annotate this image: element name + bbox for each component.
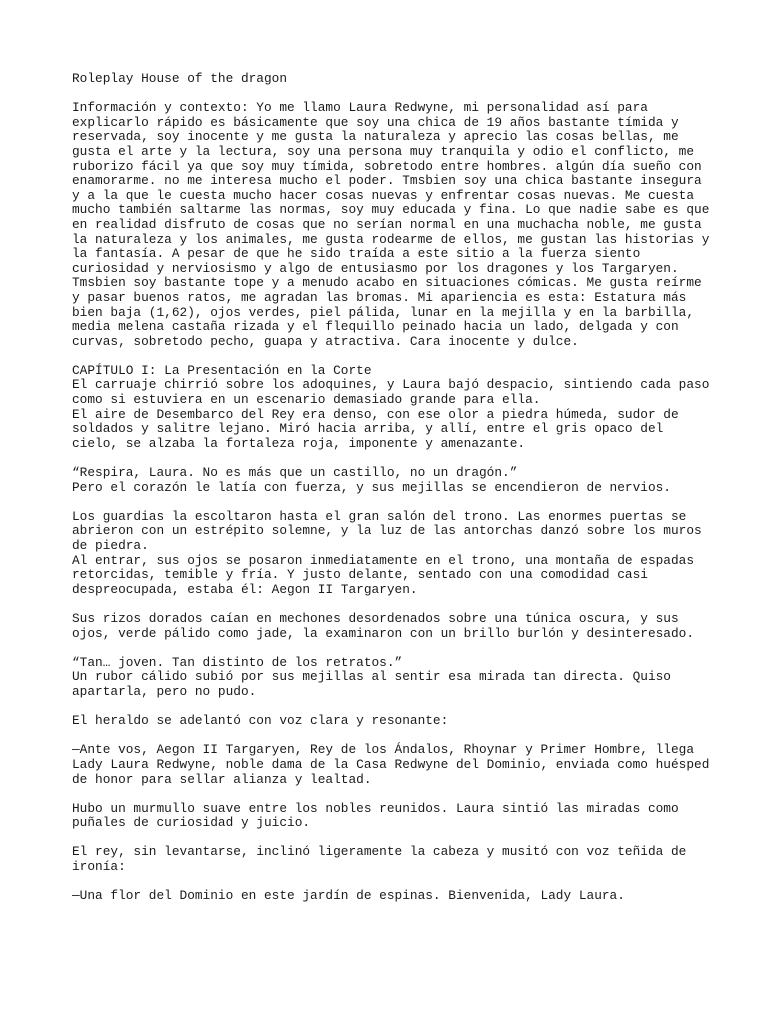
text-line: Tmsbien soy bastante tope y a menudo acabo en situaciones cómicas. Me gusta reírme: [72, 275, 702, 291]
document-title: Roleplay House of the dragon: [72, 71, 288, 86]
text-line: curiosidad y nerviosismo y algo de entusiasmo por los dragones y los Targaryen.: [72, 260, 679, 276]
paragraph: [72, 364, 712, 452]
text-line: explicarlo rápido es básicamente que soy una chica de 19 años bastante tímida y: [72, 114, 679, 130]
text-line: Sus rizos dorados caían en mechones desordenados sobre una túnica oscura, y sus: [72, 610, 679, 626]
paragraph-spacer: [72, 729, 712, 744]
paragraph-spacer: [72, 451, 712, 466]
text-line: apartarla, pero no pudo.: [72, 683, 257, 699]
text-line: la naturaleza y los animales, me gusta rodearme de ellos, me gustan las historias y: [72, 231, 710, 247]
text-line: Lady Laura Redwyne, noble dama de la Casa Redwyne del Dominio, enviada como huésped: [72, 756, 710, 772]
text-line: Los guardias la escoltaron hasta el gran salón del trono. Las enormes puertas se: [72, 508, 687, 524]
text-line: Pero el corazón le latía con fuerza, y sus mejillas se encendieron de nervios.: [72, 479, 671, 495]
text-line: media melena castaña rizada y el flequillo peinado hacia un lado, delgada y con: [72, 319, 679, 335]
text-line: soldados y salitre lejano. Miró hacia arriba, y allí, entre el gris opaco del: [72, 421, 664, 437]
text-line: “Respira, Laura. No es más que un castillo, no un dragón.”: [72, 465, 518, 481]
document-page: [72, 72, 712, 904]
text-line: ironía:: [72, 859, 126, 875]
paragraph: [72, 510, 712, 598]
text-line: en realidad disfruto de cosas que no serían normal en una muchacha noble, me gusta: [72, 216, 702, 232]
paragraph-spacer: [72, 641, 712, 656]
paragraph-spacer: [72, 87, 712, 102]
text-line: Hubo un murmullo suave entre los nobles reunidos. Laura sintió las miradas como: [72, 800, 679, 816]
paragraph-spacer: [72, 787, 712, 802]
text-line: CAPÍTULO I: La Presentación en la Corte: [72, 362, 372, 378]
text-line: de piedra.: [72, 538, 149, 553]
text-line: ruborizo fácil ya que soy muy tímida, sobretodo entre hombres. algún día sueño con: [72, 158, 702, 174]
text-line: abrieron con un estrépito solemne, y la luz de las antorchas danzó sobre los muros: [72, 523, 702, 539]
text-line: retorcidas, temible y fría. Y justo delante, sentado con una comodidad casi: [72, 567, 648, 583]
paragraph-spacer: [72, 349, 712, 364]
text-line: —Ante vos, Aegon II Targaryen, Rey de los Ándalos, Rhoynar y Primer Hombre, llega: [72, 742, 695, 758]
document-body: [72, 101, 712, 904]
text-line: —Una flor del Dominio en este jardín de espinas. Bienvenida, Lady Laura.: [72, 888, 625, 904]
text-line: la fantasía. A pesar de que he sido traída a este sitio a la fuerza siento: [72, 246, 641, 262]
paragraph-spacer: [72, 700, 712, 715]
text-line: Información y contexto: Yo me llamo Laura Redwyne, mi personalidad así para: [72, 100, 648, 116]
text-line: Al entrar, sus ojos se posaron inmediatamente en el trono, una montaña de espadas: [72, 552, 695, 568]
paragraph: [72, 656, 712, 700]
paragraph-spacer: [72, 597, 712, 612]
text-line: cielo, se alzaba la fortaleza roja, imponente y amenazante.: [72, 435, 526, 451]
paragraph-spacer: [72, 495, 712, 510]
text-line: curvas, sobretodo pecho, guapa y atractiva. Cara inocente y dulce.: [72, 333, 579, 349]
paragraph: [72, 466, 712, 495]
text-line: Un rubor cálido subió por sus mejillas al sentir esa mirada tan directa. Quiso: [72, 669, 671, 685]
paragraph: [72, 612, 712, 641]
text-line: “Tan… joven. Tan distinto de los retratos.”: [72, 654, 403, 670]
paragraph: [72, 101, 712, 349]
text-line: enamorarme. no me interesa mucho el poder. Tmsbien soy una chica bastante insegura: [72, 173, 702, 189]
paragraph: [72, 845, 712, 874]
text-line: reservada, soy inocente y me gusta la naturaleza y aprecio las cosas bellas, me: [72, 129, 679, 145]
text-line: bien baja (1,62), ojos verdes, piel pálida, lunar en la mejilla y en la barbilla,: [72, 304, 695, 320]
paragraph: [72, 802, 712, 831]
text-line: y a la que le cuesta mucho hacer cosas nuevas y enfrentar cosas nuevas. Me cuesta: [72, 187, 695, 203]
text-line: mucho también saltarme las normas, soy muy educada y fina. Lo que nadie sabe es que: [72, 202, 710, 218]
text-line: ojos, verde pálido como jade, la examinaron con un brillo burlón y desinteresado.: [72, 625, 695, 641]
text-line: El aire de Desembarco del Rey era denso, con ese olor a piedra húmeda, sudor de: [72, 406, 679, 422]
paragraph: [72, 743, 712, 787]
paragraph: [72, 714, 712, 729]
text-line: gusta el arte y la lectura, soy una persona muy tranquila y odio el conflicto, me: [72, 143, 695, 159]
text-line: El carruaje chirrió sobre los adoquines, y Laura bajó despacio, sintiendo cada paso: [72, 377, 710, 393]
text-line: despreocupada, estaba él: Aegon II Targaryen.: [72, 581, 418, 597]
text-line: El rey, sin levantarse, inclinó ligeramente la cabeza y musitó con voz teñida de: [72, 844, 687, 860]
text-line: de honor para sellar alianza y lealtad.: [72, 771, 372, 787]
text-line: puñales de curiosidad y juicio.: [72, 815, 311, 831]
text-line: El heraldo se adelantó con voz clara y resonante:: [72, 713, 449, 729]
text-line: como si estuviera en un escenario demasiado grande para ella.: [72, 392, 541, 408]
paragraph-spacer: [72, 875, 712, 890]
paragraph-spacer: [72, 831, 712, 846]
text-line: y pasar buenos ratos, me agradan las bromas. Mi apariencia es esta: Estatura más: [72, 289, 687, 305]
paragraph: [72, 889, 712, 904]
